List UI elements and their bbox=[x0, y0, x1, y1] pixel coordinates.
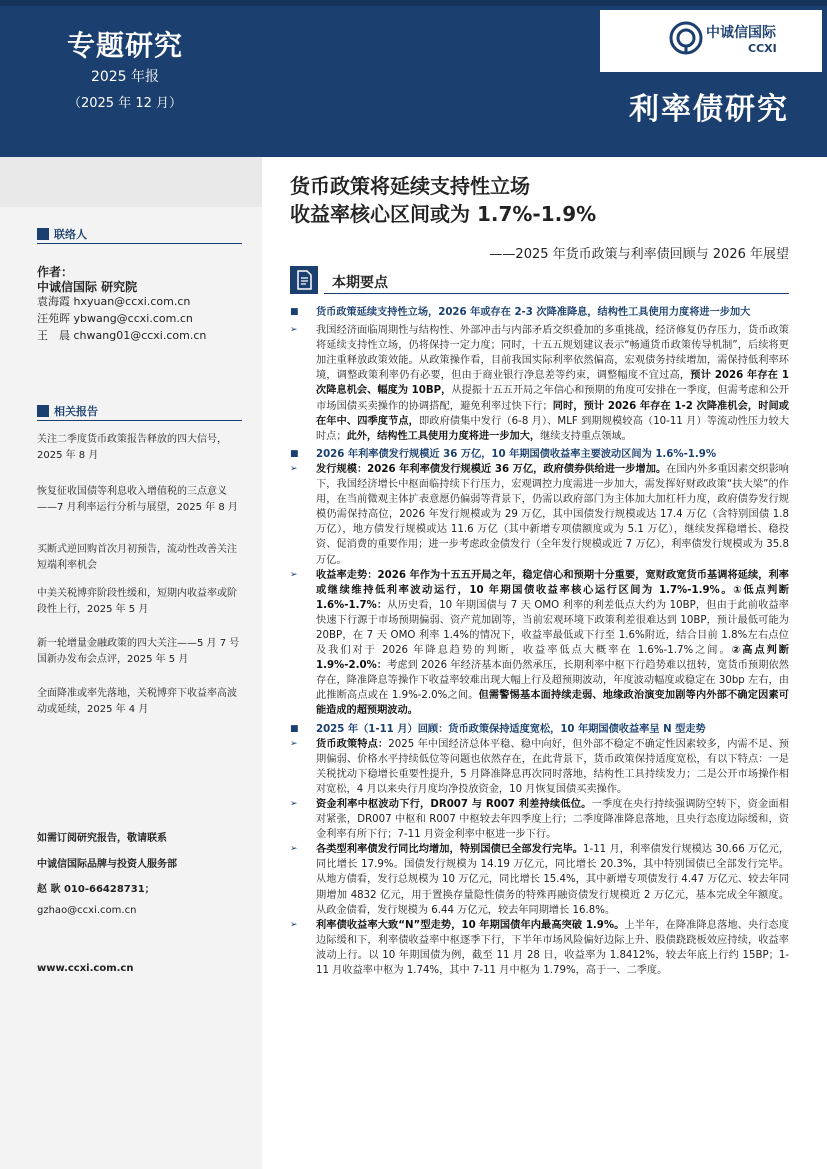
arrow-bullet-icon: ➢ bbox=[290, 463, 298, 474]
square-bullet-icon: ■ bbox=[290, 448, 299, 459]
authors-label: 作者： bbox=[37, 265, 74, 279]
text-run: 继续支持重点领域。 bbox=[540, 430, 632, 442]
text-run: ①低点判断 1.6%-1.7%： bbox=[316, 584, 789, 611]
contact-section-label bbox=[37, 226, 87, 242]
related-square-icon bbox=[37, 405, 49, 417]
contact-square-icon bbox=[37, 228, 49, 240]
service-dept: 中诚信国际品牌与投资人服务部 bbox=[37, 859, 177, 870]
summary-body bbox=[290, 305, 789, 978]
text-run: 利率债收益率大致“N”型走势，10 年期国债年内最高突破 1.9%。 bbox=[316, 919, 625, 931]
title-line-1: 货币政策将延续支持性立场 bbox=[290, 174, 530, 198]
author-line: 汪苑晖 ybwang@ccxi.com.cn bbox=[37, 312, 193, 325]
square-bullet-icon: ■ bbox=[290, 307, 299, 317]
text-run: 货币政策特点： bbox=[316, 738, 389, 750]
arrow-bullet-icon: ➢ bbox=[290, 844, 298, 855]
author-line: 袁海霞 hxyuan@ccxi.com.cn bbox=[37, 295, 191, 308]
related-section-label bbox=[37, 403, 98, 419]
document-icon bbox=[290, 266, 318, 294]
arrow-bullet-icon: ➢ bbox=[290, 919, 298, 930]
text-run: 一季度在央行持续强调防空转下，资金面相对紧张，DR007 中枢和 R007 中枢较去年四季度上行；二季度降准降息落地，且央行态度边际缓和，资金利率有所下行；7-11 月资金利率中枢进一步下行。 bbox=[316, 799, 789, 841]
text-run: 即政府债集中发行（6-8 月）、MLF 到期规模较高（10-11 月）等流动性压力较大时点； bbox=[316, 415, 790, 442]
ccxi-logo bbox=[600, 10, 822, 72]
contact-divider bbox=[37, 243, 242, 244]
text-run: 但需警惕基本面持续走弱、地缘政治演变加剧等内外部不确定因素可能造成的超预期波动。 bbox=[316, 690, 789, 717]
related-report-link[interactable]: 新一轮增量金融政策的四大关注——5 月 7 号国新办发布会点评，2025 年 5 月 bbox=[37, 638, 240, 665]
elephant-logo-icon bbox=[668, 20, 704, 56]
logo-english-name: CCXI bbox=[748, 42, 777, 55]
summary-heading: 本期要点 bbox=[332, 275, 388, 291]
section-heading bbox=[290, 722, 789, 737]
author-org: 中诚信国际 研究院 bbox=[37, 280, 138, 294]
report-type-label: 专题研究 bbox=[66, 29, 183, 62]
title-line-2: 收益率核心区间或为 1.7%-1.9% bbox=[290, 202, 597, 226]
contact-email[interactable]: gzhao@ccxi.com.cn bbox=[37, 905, 137, 916]
text-run: 预计 2026 年存在 1 次降息机会、幅度为 10BP， bbox=[316, 370, 789, 397]
text-run: 收益率走势：2026 年作为十五五开局之年，稳定信心和预期十分重要，宽财政宽货币基调将延续，利率或继续维持低利率波动运行，10 年期国债收益率核心运行区间为 1.7%-1.9%。 bbox=[316, 569, 789, 596]
section-heading bbox=[290, 447, 789, 462]
text-run: 在国内外多重因素交织影响下，我国经济增长中枢面临持续下行压力，宏观调控力度需进一步加大，需发挥好财政政策“扶大梁”的作用，在当前微观主体扩表意愿仍偏弱等背景下，仍需以政府部门为主体加大加杠杆力度，政府债券发行规模仍需保持高位，2026 年发行规模或为 29 万亿，其中国债发行规模或达 17.4 万亿（含特别国债 1.8 万亿），地方债发行规模或达 11.6 万亿（其中新增专项债额度或为 5.1 万亿），继续发挥稳增长、稳投资、促消费的重要作用；进一步考虑政金债发行（全年发行规模或近 7 万亿），利率债发行规模或为 35.8 万亿。 bbox=[316, 463, 789, 566]
square-bullet-icon: ■ bbox=[290, 723, 299, 734]
section-heading bbox=[290, 305, 789, 320]
arrow-bullet-icon: ➢ bbox=[290, 325, 298, 336]
related-report-link[interactable]: 全面降准或率先落地，关税博弈下收益率高波动或延续，2025 年 4 月 bbox=[37, 688, 237, 715]
page-title bbox=[290, 172, 596, 228]
summary-divider bbox=[324, 293, 789, 294]
text-run: 资金利率中枢波动下行，DR007 与 R007 利差持续低位。 bbox=[316, 799, 592, 810]
report-year-label: 2025 年报 bbox=[90, 69, 160, 85]
related-report-link[interactable]: 买断式逆回购首次月初预告，流动性改善关注短端利率机会 bbox=[37, 544, 237, 571]
section-1-heading: 货币政策延续支持性立场，2026 年或存在 2-3 次降准降息，结构性工具使用力度将进一步加大 bbox=[316, 307, 751, 318]
related-report-link[interactable]: 关注二季度货币政策报告释放的四大信号，2025 年 8 月 bbox=[37, 434, 227, 461]
text-run: 上半年，在降准降息落地、央行态度边际缓和下，利率债收益率中枢逐季下行，下半年市场风险偏好边际上升、股债跷跷板效应持续，收益率波动上行。以 10 年期国债为例，截至 11 月 28 日，收益率为 1.8412%，较去年底上行约 15BP；1-11 月收益率中枢为 1.74%，其中 7-11 月中枢为 1.79%，高于一、二季度。 bbox=[316, 919, 789, 977]
sidebar-top-band bbox=[0, 157, 262, 207]
related-report-link[interactable]: 恢复征收国债等利息收入增值税的三点意义——7 月利率运行分析与展望，2025 年 8 月 bbox=[37, 486, 238, 513]
arrow-bullet-icon: ➢ bbox=[290, 738, 298, 749]
summary-header bbox=[290, 266, 789, 294]
paragraph bbox=[290, 918, 789, 978]
paragraph bbox=[290, 842, 789, 917]
contact-phone: 赵 耿 010-66428731； bbox=[37, 884, 155, 895]
text-run: 1-11 月，利率债发行规模达 30.66 万亿元，同比增长 17.9%。国债发行规模为 14.19 万亿元，同比增长 20.3%，其中特别国债已全部发行完毕。从地方债看，发行总规模为 10 万亿元，同比增长 15.4%，其中新增专项债发行 4.47 万亿元、较去年同期增加 4832 亿元，用于置换存量隐性债务的特殊再融资债发行规模近 2 万亿元，基本完成全年额度。从政金债看，发行规模为 6.44 万亿元，较去年同期增长 16.8%。 bbox=[316, 844, 790, 916]
header-strip bbox=[0, 0, 827, 6]
text-run: ②高点判断 1.9%-2.0%： bbox=[316, 645, 789, 672]
text-run: 我国经济面临周期性与结构性、外部冲击与内部矛盾交织叠加的多重挑战，经济修复仍存压力，货币政策将延续支持性立场，仍将保持一定力度；同时，十五五规划建议表示“畅通货币政策传导机制”，后续将更加注重释放政策效能。从政策操作看，目前我国实际利率依然偏高，宏观债务持续增加，需保持低利率环境，调整政策利率仍有必要，但由于商业银行净息差等约束，调整幅度不宜过高， bbox=[316, 325, 789, 382]
report-month-label: （2025 年 12 月） bbox=[67, 96, 183, 111]
text-run: 考虑到 2026 年经济基本面仍然承压，长期利率中枢下行趋势难以扭转，宽货币预期依然存在，降准降息等操作下收益率较难出现大幅上行及超预期波动，年度波动幅度或稳定在 30bp 左右，由此推断高点或在 1.9%-2.0%之间。 bbox=[316, 660, 789, 702]
paragraph bbox=[290, 737, 789, 797]
text-run: 从历史看，10 年期国债与 7 天 OMO 利率的利差低点大约为 10BP，但由于此前收益率快速下行源于市场预期偏弱、资产荒加剧等，当前宏观环境下政策利差很难达到 10BP，预计最低可能为 20BP，在 7 天 OMO 利率 1.4%的情况下，收益率最低或下行至 1.6%附近，结合目前 1.8%左右点位及我们对于 2026 年降息趋势的判断，收益率低点大概率在 1.6%-1.7%之间。 bbox=[316, 599, 789, 657]
subscribe-note: 如需订阅研究报告，敬请联系 bbox=[37, 833, 167, 844]
paragraph bbox=[290, 462, 789, 568]
related-label-text: 相关报告 bbox=[54, 405, 98, 418]
text-run: 各类型利率债发行同比均增加，特别国债已全部发行完毕。 bbox=[316, 844, 584, 856]
report-category: 利率债研究 bbox=[629, 92, 789, 127]
text-run: 此外，结构性工具使用力度将进一步加大， bbox=[346, 430, 541, 442]
paragraph bbox=[290, 797, 789, 842]
page-subtitle: ——2025 年货币政策与利率债回顾与 2026 年展望 bbox=[489, 247, 789, 262]
text-run: 2025 年中国经济总体平稳、稳中向好，但外部不稳定不确定性因素较多，内需不足、预期偏弱、价格水平持续低位等问题也依然存在，在此背景下，货币政策保持适度宽松，有以下特点：一是关税扰动下稳增长重要性提升，5 月降准降息再次同时落地，结构性工具持续发力；二是公开市场操作相对宽松，4 月以来央行月度均净投放资金，10 月恢复国债买卖操作。 bbox=[316, 738, 790, 795]
website-link[interactable]: www.ccxi.com.cn bbox=[37, 963, 134, 974]
paragraph bbox=[290, 568, 789, 719]
arrow-bullet-icon: ➢ bbox=[290, 569, 298, 580]
text-run: 同时，预计 2026 年存在 1-2 次降准机会，时间或在年中、四季度节点， bbox=[316, 400, 789, 427]
related-divider bbox=[37, 420, 242, 421]
text-run: 发行规模：2026 年利率债发行规模近 36 万亿，政府债券供给进一步增加。 bbox=[316, 463, 667, 475]
logo-chinese-name: 中诚信国际 bbox=[706, 25, 776, 41]
author-line: 王 晨 chwang01@ccxi.com.cn bbox=[37, 329, 207, 342]
contact-label-text: 联络人 bbox=[54, 228, 87, 241]
section-3-heading: 2025 年（1-11 月）回顾：货币政策保持适度宽松，10 年期国债收益率呈 N 型走势 bbox=[316, 723, 706, 735]
paragraph bbox=[290, 323, 789, 444]
arrow-bullet-icon: ➢ bbox=[290, 799, 298, 809]
related-report-link[interactable]: 中美关税博弈阶段性缓和，短期内收益率或阶段性上行，2025 年 5 月 bbox=[37, 588, 237, 615]
header-banner bbox=[0, 0, 827, 157]
text-run: 从提振十五五开局之年信心和预期的角度可安排在一季度，但需考虑和公开市场国债买卖操作的协调搭配，避免利率过快下行； bbox=[316, 385, 789, 412]
section-2-heading: 2026 年利率债发行规模近 36 万亿，10 年期国债收益率主要波动区间为 1.6%-1.9% bbox=[316, 448, 717, 460]
